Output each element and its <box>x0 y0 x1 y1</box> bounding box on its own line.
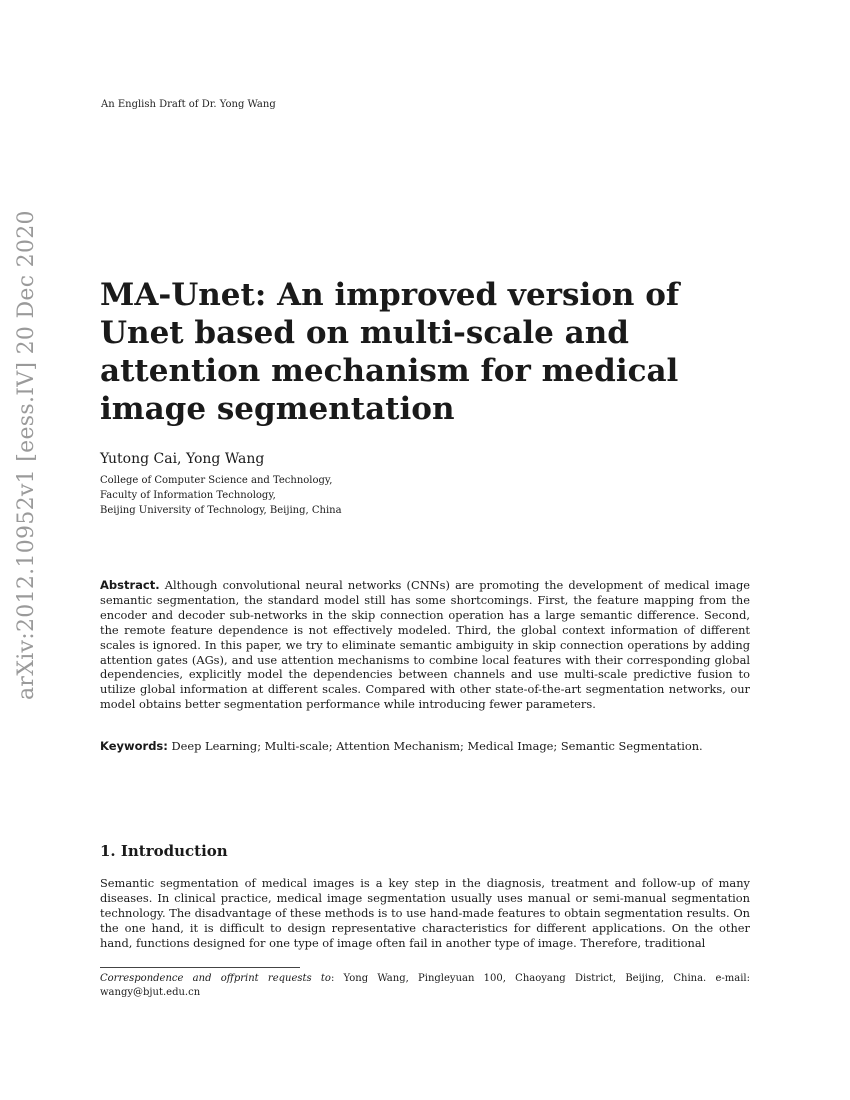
footnote-text: : Yong Wang, Pingleyuan 100, Chaoyang District, Beijing, China. e-mail: wangy@bjut.edu.cn <box>100 973 750 998</box>
title-line: image segmentation <box>100 391 455 427</box>
title-line: MA-Unet: An improved version of <box>100 277 680 313</box>
title-line: attention mechanism for medical <box>100 353 679 389</box>
keywords-text: Deep Learning; Multi-scale; Attention Mechanism; Medical Image; Semantic Segmentation. <box>171 739 703 753</box>
introduction-paragraph: Semantic segmentation of medical images is a key step in the diagnosis, treatment and follow-up of many diseases. In clinical practice, medical image segmentation usually uses manual or semi-manual segmentation technology. The disadvantage of these methods is to use hand-made features to obtain segmentation results. On the one hand, it is difficult to design representative characteristics for different applications. On the other hand, functions designed for one type of image often fail in another type of image. Therefore, traditional <box>100 876 750 950</box>
paper-title <box>100 276 760 428</box>
affiliation-line: Beijing University of Technology, Beijing, China <box>100 505 342 516</box>
affiliation <box>100 473 342 518</box>
title-line: Unet based on multi-scale and <box>100 315 629 351</box>
running-header: An English Draft of Dr. Yong Wang <box>101 99 276 110</box>
footnote <box>100 972 750 1000</box>
footnote-divider <box>100 967 300 968</box>
affiliation-line: College of Computer Science and Technology, <box>100 475 333 486</box>
arxiv-identifier-stamp: arXiv:2012.10952v1 [eess.IV] 20 Dec 2020 <box>14 210 39 700</box>
section-heading: 1. Introduction <box>100 842 228 860</box>
abstract-paragraph <box>100 578 750 712</box>
author-list: Yutong Cai, Yong Wang <box>100 451 265 467</box>
keywords-label: Keywords: <box>100 739 168 753</box>
keywords-line <box>100 739 750 754</box>
abstract-text: Although convolutional neural networks (CNNs) are promoting the development of medical image semantic segmentation, the standard model still has some shortcomings. First, the feature mapping from the encoder and decoder sub-networks in the skip connection operation has a large semantic difference. Second, the remote feature dependence is not effectively modeled. Third, the global context information of different scales is ignored. In this paper, we try to eliminate semantic ambiguity in skip connection operations by adding attention gates (AGs), and use attention mechanisms to combine local features with their corresponding global dependencies, explicitly model the dependencies between channels and use multi-scale predictive fusion to utilize global information at different scales. Compared with other state-of-the-art segmentation networks, our model obtains better segmentation performance while introducing fewer parameters. <box>100 578 751 712</box>
affiliation-line: Faculty of Information Technology, <box>100 490 276 501</box>
abstract-label: Abstract. <box>100 578 160 592</box>
footnote-label: Correspondence and offprint requests to <box>100 973 331 984</box>
